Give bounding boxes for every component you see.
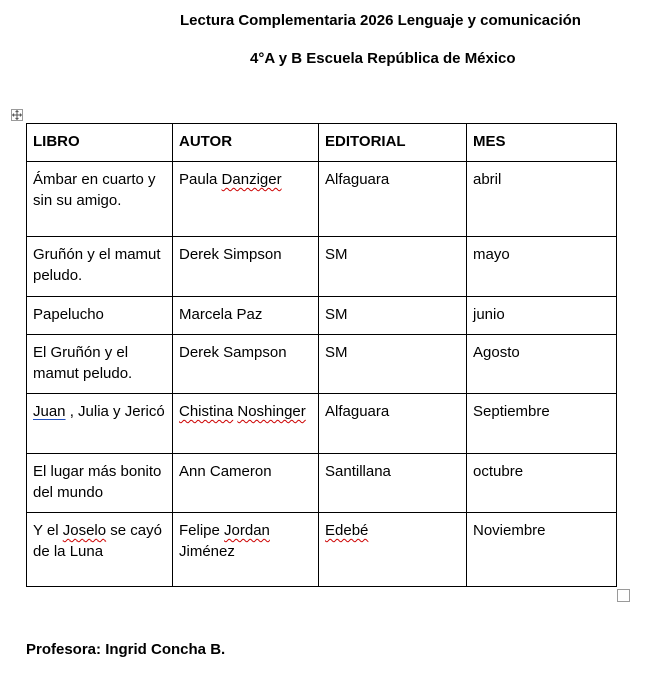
table-row bbox=[27, 297, 617, 335]
spellcheck-word: Noshinger bbox=[237, 403, 306, 420]
cell-libro: El lugar más bonito del mundo bbox=[27, 454, 173, 513]
cell-mes: Agosto bbox=[467, 335, 617, 394]
cell-libro bbox=[27, 513, 173, 587]
autor-part: Felipe bbox=[179, 522, 225, 539]
document-title: Lectura Complementaria 2026 Lenguaje y comunicación bbox=[180, 12, 581, 29]
table-header-row bbox=[27, 124, 617, 162]
cell-autor bbox=[173, 513, 319, 587]
cell-editorial bbox=[319, 513, 467, 587]
cell-libro: El Gruñón y el mamut peludo. bbox=[27, 335, 173, 394]
autor-part: Jiménez bbox=[179, 543, 235, 560]
cell-autor: Ann Cameron bbox=[173, 454, 319, 513]
spellcheck-word: Joselo bbox=[62, 522, 107, 539]
libro-part: , Julia y Jericó bbox=[65, 403, 165, 420]
document-subtitle: 4°A y B Escuela República de México bbox=[250, 50, 516, 67]
cell-editorial: SM bbox=[319, 237, 467, 297]
cell-autor: Derek Simpson bbox=[173, 237, 319, 297]
spellcheck-word: Jordan bbox=[224, 522, 270, 539]
cell-editorial: SM bbox=[319, 335, 467, 394]
table-row bbox=[27, 454, 617, 513]
cell-autor: Derek Sampson bbox=[173, 335, 319, 394]
cell-autor bbox=[173, 162, 319, 237]
cell-libro: Ámbar en cuarto y sin su amigo. bbox=[27, 162, 173, 237]
link-word: Juan bbox=[33, 403, 66, 420]
cell-libro: Gruñón y el mamut peludo. bbox=[27, 237, 173, 297]
header-autor: AUTOR bbox=[173, 124, 319, 162]
header-mes: MES bbox=[467, 124, 617, 162]
table-row bbox=[27, 162, 617, 237]
cell-editorial: Alfaguara bbox=[319, 162, 467, 237]
cell-editorial: Alfaguara bbox=[319, 394, 467, 454]
cell-autor: Marcela Paz bbox=[173, 297, 319, 335]
autor-part: Paula bbox=[179, 171, 222, 188]
teacher-signature-line: Profesora: Ingrid Concha B. bbox=[26, 641, 226, 658]
reading-list-table bbox=[26, 123, 617, 587]
cell-mes: Septiembre bbox=[467, 394, 617, 454]
header-editorial: EDITORIAL bbox=[319, 124, 467, 162]
cell-mes: abril bbox=[467, 162, 617, 237]
spellcheck-word: Edebé bbox=[325, 522, 369, 539]
table-row bbox=[27, 513, 617, 587]
cell-autor bbox=[173, 394, 319, 454]
table-row bbox=[27, 394, 617, 454]
cell-libro bbox=[27, 394, 173, 454]
cell-mes: octubre bbox=[467, 454, 617, 513]
cell-mes: Noviembre bbox=[467, 513, 617, 587]
table-resize-handle[interactable] bbox=[617, 589, 630, 602]
cell-mes: mayo bbox=[467, 237, 617, 297]
libro-part: se cayó de la Luna bbox=[33, 522, 162, 560]
cell-editorial: Santillana bbox=[319, 454, 467, 513]
table-row bbox=[27, 335, 617, 394]
spellcheck-word: Danziger bbox=[221, 171, 282, 188]
cell-libro: Papelucho bbox=[27, 297, 173, 335]
cell-mes: junio bbox=[467, 297, 617, 335]
table-row bbox=[27, 237, 617, 297]
spellcheck-word: Chistina bbox=[179, 403, 234, 420]
cell-editorial: SM bbox=[319, 297, 467, 335]
table-move-handle-icon[interactable] bbox=[11, 109, 23, 121]
header-libro: LIBRO bbox=[27, 124, 173, 162]
libro-part: Y el bbox=[33, 522, 63, 539]
